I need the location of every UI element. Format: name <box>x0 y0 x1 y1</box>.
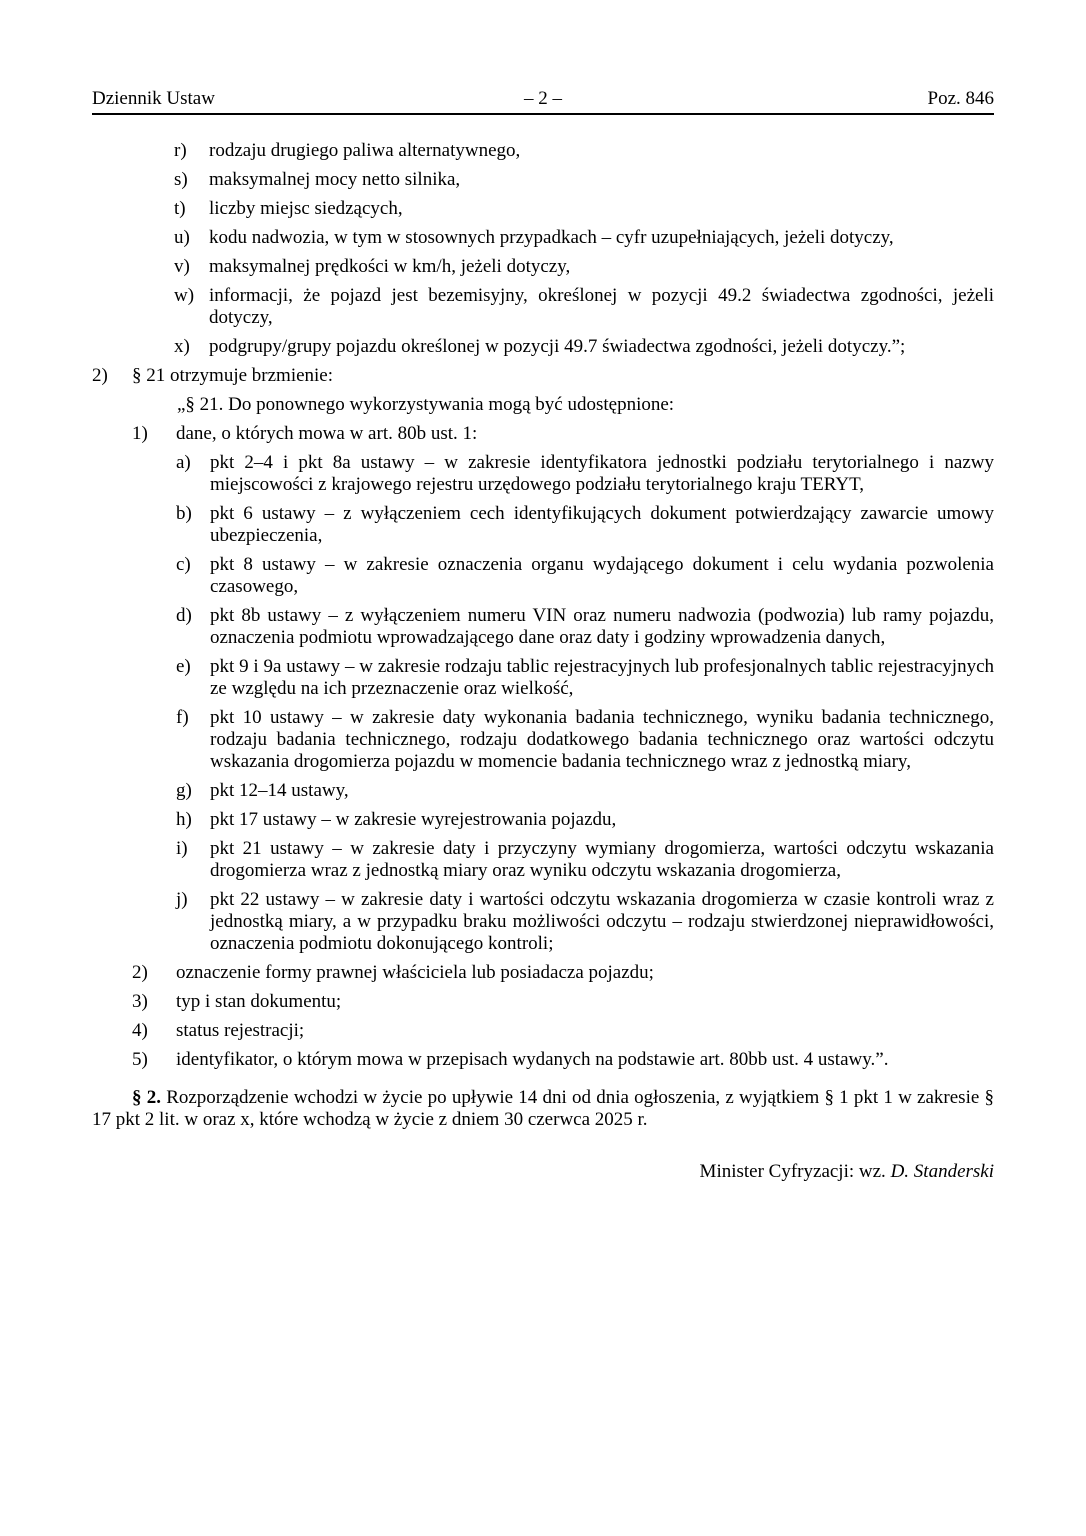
closing-paragraph-text: Rozporządzenie wchodzi w życie po upływie 14 dni od dnia ogłoszenia, z wyjątkiem § 1 pkt 1 w zakresie § 17 pkt 2 lit. w oraz x, które wchodzą w życie z dniem 30 czerwca 2025 r. <box>92 1087 995 1130</box>
list-item-text: pkt 21 ustawy – w zakresie daty i przyczyny wymiany drogomierza, wartości odczytu wskazania drogomierza wraz z jednostką miary oraz wyniku odczytu wskazania drogomierza, <box>210 838 994 881</box>
quote-intro-paragraph: „§ 21. Do ponownego wykorzystywania mogą być udostępnione: <box>177 394 675 415</box>
list-item-text: kodu nadwozia, w tym w stosownych przypadkach – cyfr uzupełniających, jeżeli dotyczy, <box>209 227 894 248</box>
list-marker: j) <box>176 889 188 910</box>
list-item-text: pkt 12–14 ustawy, <box>210 780 349 801</box>
closing-paragraph <box>92 1087 994 1131</box>
list-item-text: status rejestracji; <box>176 1020 305 1041</box>
list-marker: f) <box>176 707 189 728</box>
list-marker: x) <box>174 336 190 357</box>
list-item-x <box>174 336 994 358</box>
list-marker: 2) <box>92 365 108 386</box>
list-item-text: oznaczenie formy prawnej właściciela lub posiadacza pojazdu; <box>176 962 654 983</box>
list-item-text: pkt 8b ustawy – z wyłączeniem numeru VIN oraz numeru nadwozia (podwozia) lub ramy pojazdu, oznaczenia podmiotu wprowadzającego dane oraz daty i godziny wprowadzenia danych, <box>210 605 994 648</box>
list-marker: b) <box>176 503 192 524</box>
list-marker: u) <box>174 227 190 248</box>
list-item-text: pkt 22 ustawy – w zakresie daty i wartości odczytu wskazania drogomierza w czasie kontroli wraz z jednostką miary, a w przypadku braku możliwości odczytu – rodzaju stwierdzonej nieprawidłowości, oznaczenia podmiotu dokonującego kontroli; <box>210 889 994 954</box>
list-item-s <box>174 169 994 191</box>
list-item-i <box>176 838 994 882</box>
list-item-r <box>174 140 994 162</box>
list-item-text: rodzaju drugiego paliwa alternatywnego, <box>209 140 521 161</box>
list-item-sub1 <box>132 423 994 445</box>
list-item-text: typ i stan dokumentu; <box>176 991 342 1012</box>
list-item-v <box>174 256 994 278</box>
list-item-u <box>174 227 994 249</box>
list-item-a <box>176 452 994 496</box>
list-item-text: dane, o których mowa w art. 80b ust. 1: <box>176 423 478 444</box>
list-marker: t) <box>174 198 186 219</box>
list-item-text: § 21 otrzymuje brzmienie: <box>132 365 334 386</box>
list-marker: h) <box>176 809 192 830</box>
list-item-text: pkt 2–4 i pkt 8a ustawy – w zakresie identyfikatora jednostki podziału terytorialnego i nazwy miejscowości z krajowego rejestru urzędowego podziału terytorialnego kraju TERYT, <box>210 452 994 495</box>
list-item-t <box>174 198 994 220</box>
list-marker: v) <box>174 256 190 277</box>
header-page-number: – 2 – <box>524 88 562 109</box>
signature-line <box>92 1161 994 1183</box>
signature-prefix: Minister Cyfryzacji: wz. <box>699 1161 891 1182</box>
list-marker: 1) <box>132 423 148 444</box>
list-marker: c) <box>176 554 191 575</box>
header-journal-title: Dziennik Ustaw <box>92 88 215 109</box>
list-item-sub5 <box>132 1049 994 1071</box>
list-marker: 4) <box>132 1020 148 1041</box>
list-marker: w) <box>174 285 195 306</box>
list-item-f <box>176 707 994 773</box>
list-marker: a) <box>176 452 191 473</box>
list-marker: i) <box>176 838 188 859</box>
list-item-text: podgrupy/grupy pojazdu określonej w pozycji 49.7 świadectwa zgodności, jeżeli dotyczy.”; <box>209 336 906 357</box>
list-item-text: maksymalnej mocy netto silnika, <box>209 169 461 190</box>
list-item-text: identyfikator, o którym mowa w przepisach wydanych na podstawie art. 80bb ust. 4 ustawy.”. <box>176 1049 889 1070</box>
header-position-number: Poz. 846 <box>927 88 994 109</box>
list-marker: d) <box>176 605 192 626</box>
list-marker: 5) <box>132 1049 148 1070</box>
list-marker: e) <box>176 656 191 677</box>
document-body <box>92 140 994 1183</box>
list-item-e <box>176 656 994 700</box>
page-header <box>92 88 994 115</box>
list-item-text: maksymalnej prędkości w km/h, jeżeli dotyczy, <box>209 256 571 277</box>
list-item-text: pkt 8 ustawy – w zakresie oznaczenia organu wydającego dokument i celu wydania pozwolenia czasowego, <box>210 554 994 597</box>
list-item-text: pkt 6 ustawy – z wyłączeniem cech identyfikujących dokument potwierdzający zawarcie umowy ubezpieczenia, <box>210 503 994 546</box>
list-item-g <box>176 780 994 802</box>
list-item-point2 <box>92 365 994 387</box>
list-item-text: informacji, że pojazd jest bezemisyjny, określonej w pozycji 49.2 świadectwa zgodności, jeżeli dotyczy, <box>209 285 994 328</box>
list-marker: 2) <box>132 962 148 983</box>
list-item-sub4 <box>132 1020 994 1042</box>
list-item-sub3 <box>132 991 994 1013</box>
list-item-j <box>176 889 994 955</box>
list-item-text: pkt 9 i 9a ustawy – w zakresie rodzaju tablic rejestracyjnych lub profesjonalnych tablic rejestracyjnych ze względu na ich przeznaczenie oraz wielkość, <box>210 656 994 699</box>
list-item-d <box>176 605 994 649</box>
list-item-text: pkt 17 ustawy – w zakresie wyrejestrowania pojazdu, <box>210 809 617 830</box>
list-marker: 3) <box>132 991 148 1012</box>
list-item-text: liczby miejsc siedzących, <box>209 198 403 219</box>
list-item-b <box>176 503 994 547</box>
list-item-text: pkt 10 ustawy – w zakresie daty wykonania badania technicznego, wyniku badania technicznego, rodzaju badania technicznego, rodzaju dodatkowego badania technicznego oraz wartości odczytu wskazania drogomierza pojazdu w momencie badania technicznego wraz z jednostką miary, <box>210 707 994 772</box>
list-item-h <box>176 809 994 831</box>
list-marker: s) <box>174 169 188 190</box>
list-item-w <box>174 285 994 329</box>
list-item-sub2 <box>132 962 994 984</box>
signature-name: D. Standerski <box>890 1161 994 1182</box>
list-item-c <box>176 554 994 598</box>
closing-paragraph-lead: § 2. <box>132 1087 161 1108</box>
list-marker: r) <box>174 140 187 161</box>
list-marker: g) <box>176 780 192 801</box>
